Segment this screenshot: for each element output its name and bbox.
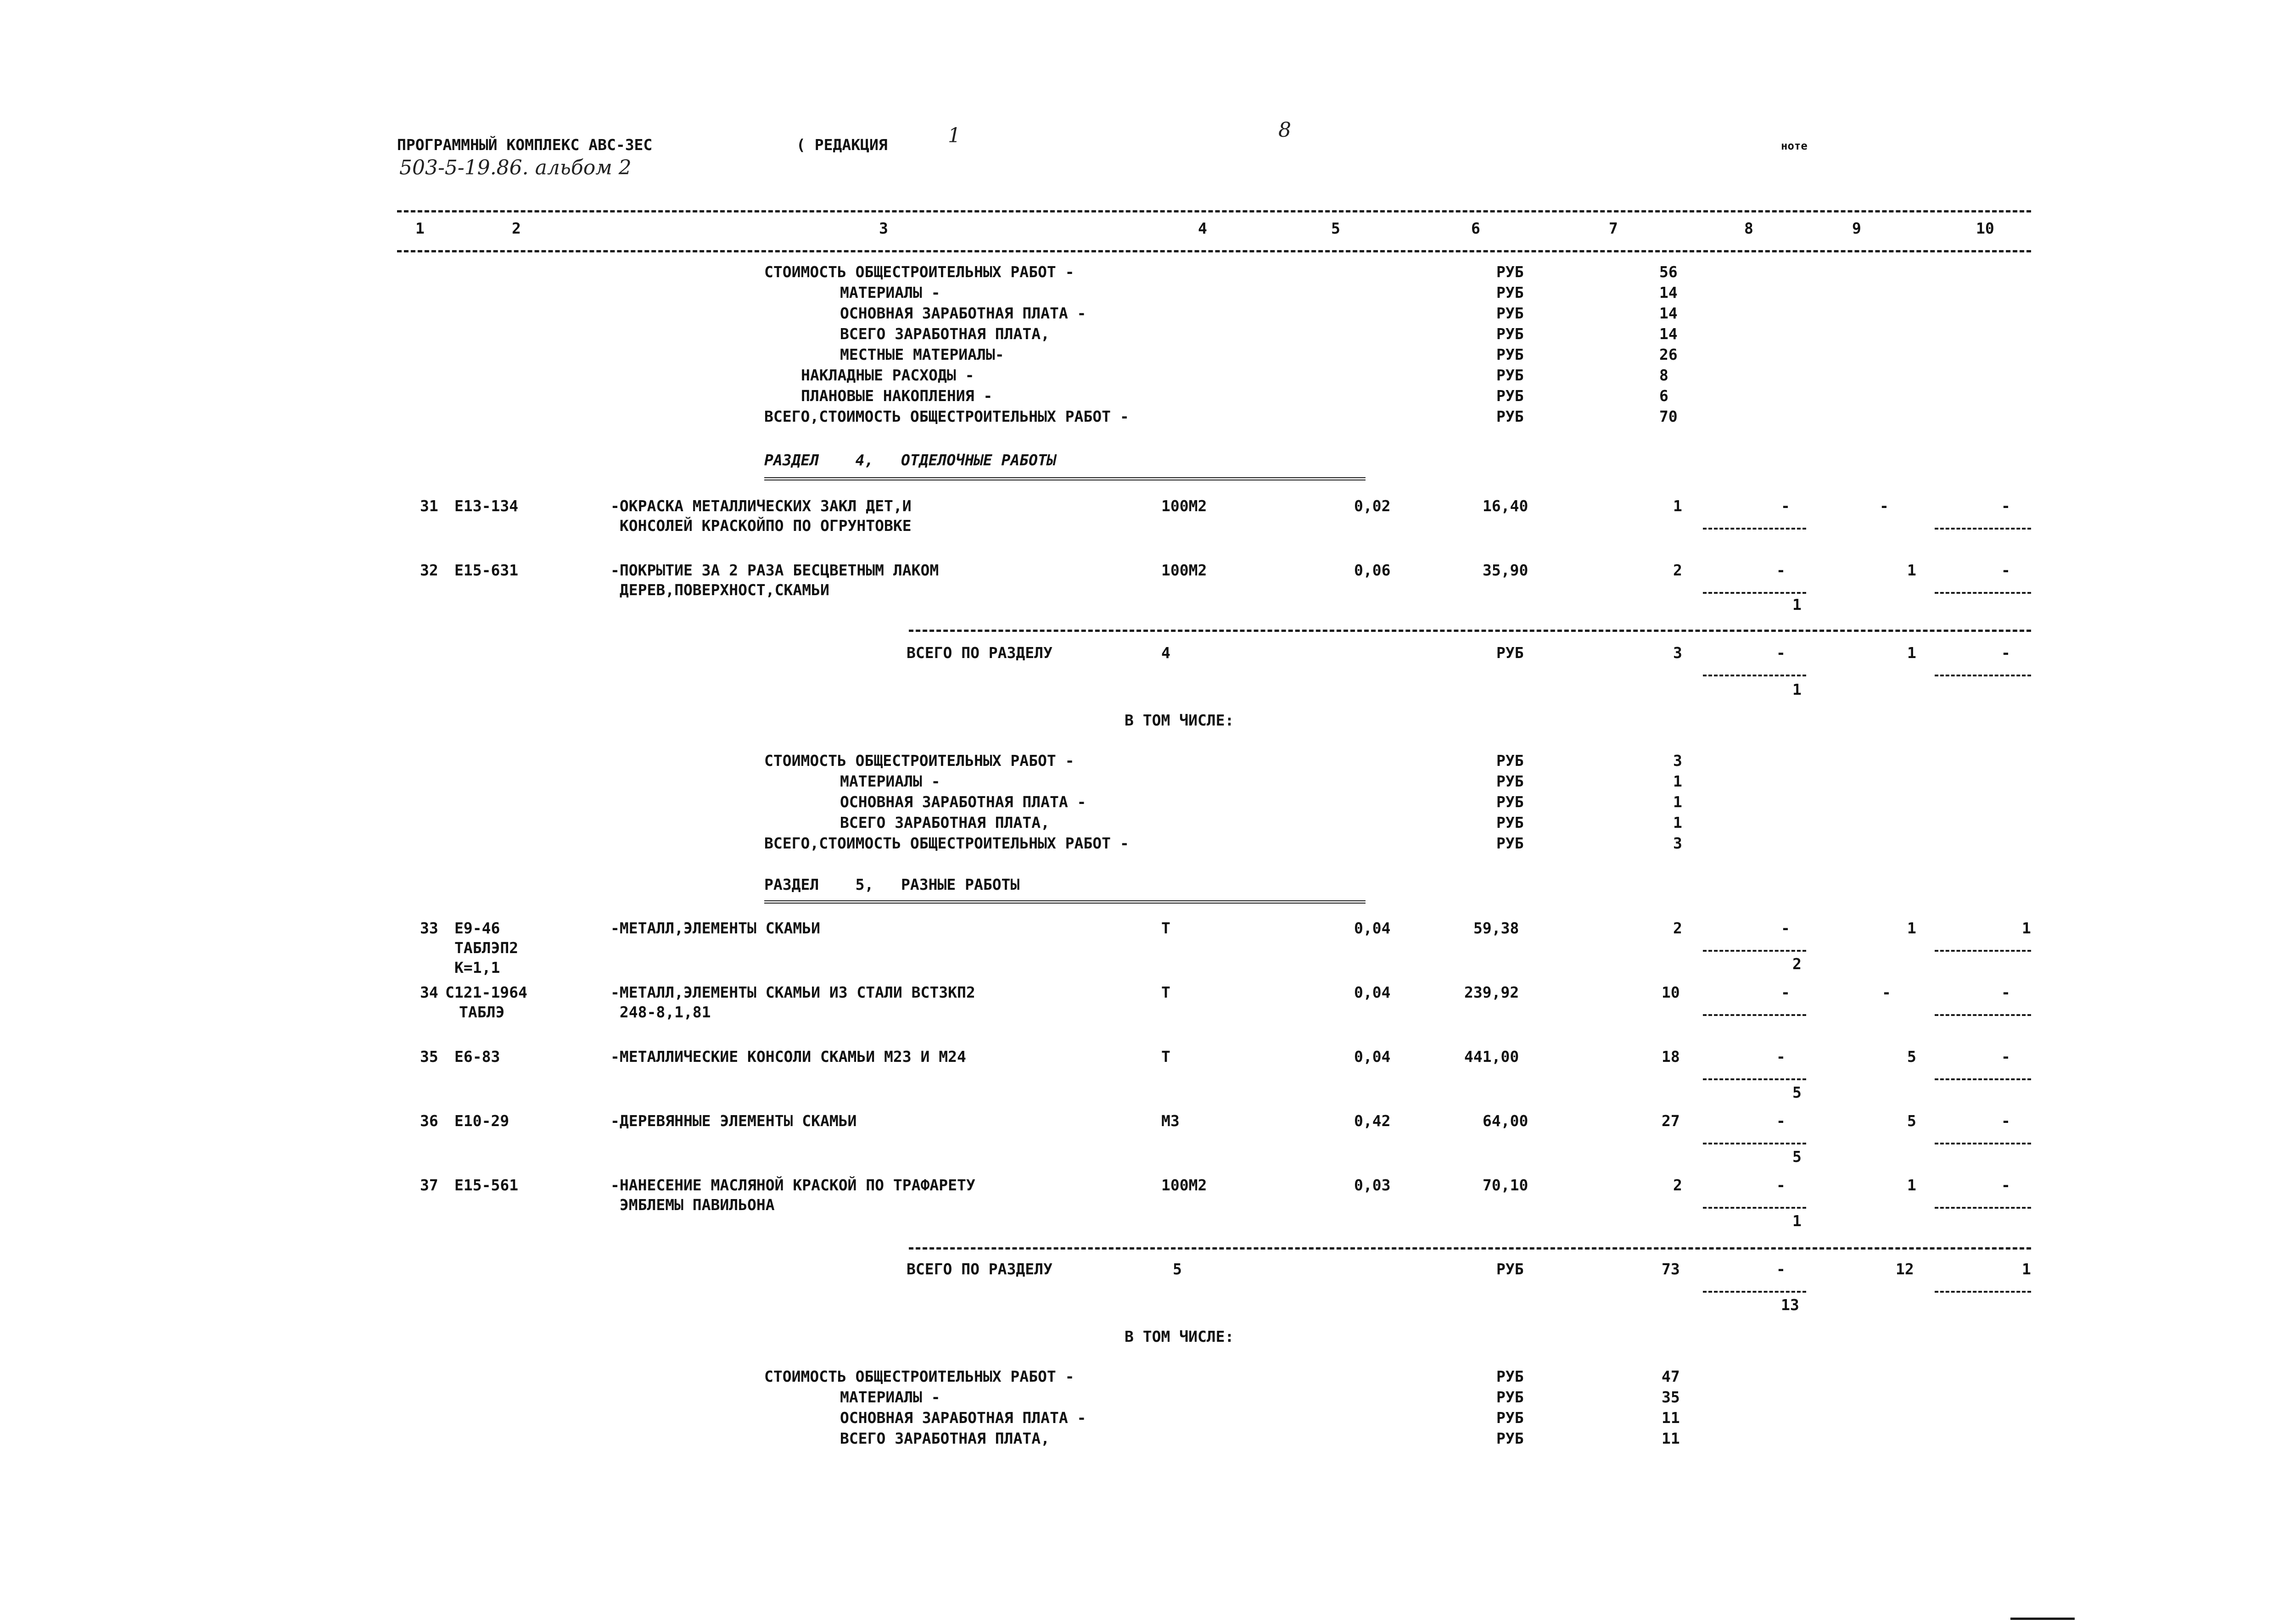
col10-rule xyxy=(1935,1014,2031,1016)
row-col8-sub: 5 xyxy=(1792,1083,1802,1101)
breakdown-unit: РУБ xyxy=(1496,1367,1524,1385)
row-col10: - xyxy=(2001,497,2010,515)
row-col8: - xyxy=(1776,1176,1786,1194)
breakdown-unit: РУБ xyxy=(1496,1409,1524,1427)
col8-rule xyxy=(1703,950,1806,952)
row-code: Е6-83 xyxy=(454,1048,500,1066)
summary-unit: РУБ xyxy=(1496,407,1524,425)
section-total-col8: - xyxy=(1776,1260,1786,1278)
col-4: 4 xyxy=(1198,219,1207,237)
row-code: Е9-46 xyxy=(454,919,500,937)
row-total: 10 xyxy=(1662,983,1680,1001)
col-10: 10 xyxy=(1976,219,1994,237)
breakdown-value: 11 xyxy=(1662,1429,1680,1447)
col10-rule xyxy=(1935,1078,2031,1080)
breakdown-unit: РУБ xyxy=(1496,834,1524,852)
row-number: 31 xyxy=(420,497,438,515)
row-col9: - xyxy=(1882,983,1891,1001)
row-total: 1 xyxy=(1673,497,1682,515)
row-code: Е13-134 xyxy=(454,497,519,515)
including-heading: В ТОМ ЧИСЛЕ: xyxy=(1125,711,1234,729)
section-total-unit: РУБ xyxy=(1496,1260,1524,1278)
breakdown-unit: РУБ xyxy=(1496,1388,1524,1406)
section-total-col8-sub: 13 xyxy=(1781,1296,1799,1314)
row-price: 59,38 xyxy=(1473,919,1519,937)
summary-value: 8 xyxy=(1659,366,1668,384)
row-quantity: 0,04 xyxy=(1354,983,1391,1001)
row-price: 35,90 xyxy=(1483,561,1528,579)
section-total-col9: 12 xyxy=(1896,1260,1914,1278)
summary-label: ПЛАНОВЫЕ НАКОПЛЕНИЯ - xyxy=(801,387,993,405)
summary-unit: РУБ xyxy=(1496,346,1524,363)
col10-rule xyxy=(1935,1291,2031,1293)
header-rule-top xyxy=(397,210,2031,212)
row-col10: - xyxy=(2001,1048,2010,1066)
col10-rule xyxy=(1935,1207,2031,1209)
breakdown-value: 47 xyxy=(1662,1367,1680,1385)
row-col8-sub: 1 xyxy=(1792,596,1802,614)
row-col8: - xyxy=(1776,1048,1786,1066)
col8-rule xyxy=(1703,675,1806,676)
row-total: 2 xyxy=(1673,1176,1682,1194)
summary-value: 56 xyxy=(1659,263,1678,281)
page-number: 8 xyxy=(1278,118,1291,142)
row-description-cont: КОНСОЛЕЙ КРАСКОЙПО ПО ОГРУНТОВКЕ xyxy=(610,517,912,535)
row-number: 35 xyxy=(420,1048,438,1066)
breakdown-value: 3 xyxy=(1673,834,1682,852)
row-col10: 1 xyxy=(2022,919,2031,937)
section-title-underline xyxy=(764,900,1366,904)
col8-rule xyxy=(1703,592,1806,594)
row-price: 441,00 xyxy=(1464,1048,1519,1066)
col-7: 7 xyxy=(1609,219,1618,237)
top-right-mark: ноте xyxy=(1781,140,1808,152)
section-total-col10: 1 xyxy=(2022,1260,2031,1278)
row-unit: Т xyxy=(1161,1048,1170,1066)
summary-value: 26 xyxy=(1659,346,1678,363)
section-total-label: ВСЕГО ПО РАЗДЕЛУ xyxy=(907,644,1052,662)
breakdown-unit: РУБ xyxy=(1496,1429,1524,1447)
section-total-col9: 1 xyxy=(1907,644,1916,662)
row-col9: 1 xyxy=(1907,1176,1916,1194)
row-col9: 1 xyxy=(1907,561,1916,579)
row-description-cont: ЭМБЛЕМЫ ПАВИЛЬОНА xyxy=(610,1196,775,1214)
summary-label: СТОИМОСТЬ ОБЩЕСТРОИТЕЛЬНЫХ РАБОТ - xyxy=(764,263,1075,281)
section-title: РАЗДЕЛ 4, ОТДЕЛОЧНЫЕ РАБОТЫ xyxy=(764,451,1056,469)
row-unit: Т xyxy=(1161,983,1170,1001)
row-col10: - xyxy=(2001,1176,2010,1194)
col8-rule xyxy=(1703,1291,1806,1293)
summary-value: 6 xyxy=(1659,387,1668,405)
col10-rule xyxy=(1935,950,2031,952)
row-description: -НАНЕСЕНИЕ МАСЛЯНОЙ КРАСКОЙ ПО ТРАФАРЕТУ xyxy=(610,1176,975,1194)
section-total-num: 4 xyxy=(1161,644,1170,662)
row-number: 36 xyxy=(420,1112,438,1130)
row-description: -ДЕРЕВЯННЫЕ ЭЛЕМЕНТЫ СКАМЬИ xyxy=(610,1112,857,1130)
breakdown-label: ОСНОВНАЯ ЗАРАБОТНАЯ ПЛАТА - xyxy=(840,793,1086,811)
album-label: 503-5-19.86. альбом 2 xyxy=(399,156,632,179)
col-5: 5 xyxy=(1331,219,1340,237)
summary-label: НАКЛАДНЫЕ РАСХОДЫ - xyxy=(801,366,974,384)
section-total-rule xyxy=(909,630,2031,632)
summary-label: ВСЕГО,СТОИМОСТЬ ОБЩЕСТРОИТЕЛЬНЫХ РАБОТ - xyxy=(764,407,1129,425)
row-col8-sub: 5 xyxy=(1792,1148,1802,1166)
col10-rule xyxy=(1935,675,2031,676)
summary-unit: РУБ xyxy=(1496,366,1524,384)
row-code: Е15-631 xyxy=(454,561,519,579)
col-1: 1 xyxy=(415,219,425,237)
row-number: 37 xyxy=(420,1176,438,1194)
section-total-col10: - xyxy=(2001,644,2010,662)
edition-label: ( РЕДАКЦИЯ xyxy=(796,136,888,154)
row-code: С121-1964 xyxy=(445,983,527,1001)
row-description: -МЕТАЛЛ,ЭЛЕМЕНТЫ СКАМЬИ ИЗ СТАЛИ ВСТ3КП2 xyxy=(610,983,975,1001)
row-col9: - xyxy=(1880,497,1889,515)
row-price: 64,00 xyxy=(1483,1112,1528,1130)
breakdown-unit: РУБ xyxy=(1496,793,1524,811)
summary-unit: РУБ xyxy=(1496,284,1524,301)
row-code-table: ТАБЛЭП2 xyxy=(454,939,519,957)
summary-unit: РУБ xyxy=(1496,263,1524,281)
including-heading: В ТОМ ЧИСЛЕ: xyxy=(1125,1328,1234,1345)
summary-unit: РУБ xyxy=(1496,304,1524,322)
row-col8: - xyxy=(1781,983,1790,1001)
edition-number: 1 xyxy=(948,124,961,147)
col8-rule xyxy=(1703,1207,1806,1209)
column-header-row xyxy=(397,220,2031,239)
section-title: РАЗДЕЛ 5, РАЗНЫЕ РАБОТЫ xyxy=(764,876,1020,893)
section-total-col8: - xyxy=(1776,644,1786,662)
row-quantity: 0,04 xyxy=(1354,1048,1391,1066)
col8-rule xyxy=(1703,1143,1806,1144)
row-total: 2 xyxy=(1673,561,1682,579)
row-unit: 100М2 xyxy=(1161,561,1207,579)
col-9: 9 xyxy=(1852,219,1861,237)
row-quantity: 0,06 xyxy=(1354,561,1391,579)
summary-value: 14 xyxy=(1659,284,1678,301)
row-col8-sub: 2 xyxy=(1792,955,1802,973)
row-quantity: 0,04 xyxy=(1354,919,1391,937)
row-code: Е15-561 xyxy=(454,1176,519,1194)
breakdown-label: ВСЕГО ЗАРАБОТНАЯ ПЛАТА, xyxy=(840,814,1050,832)
row-col10: - xyxy=(2001,1112,2010,1130)
row-col8: - xyxy=(1776,561,1786,579)
row-price: 70,10 xyxy=(1483,1176,1528,1194)
row-col9: 5 xyxy=(1907,1048,1916,1066)
row-quantity: 0,03 xyxy=(1354,1176,1391,1194)
header-rule-bottom xyxy=(397,250,2031,252)
row-unit: Т xyxy=(1161,919,1170,937)
summary-value: 14 xyxy=(1659,325,1678,343)
breakdown-label: СТОИМОСТЬ ОБЩЕСТРОИТЕЛЬНЫХ РАБОТ - xyxy=(764,752,1075,770)
breakdown-label: МАТЕРИАЛЫ - xyxy=(840,772,940,790)
section-total-num: 5 xyxy=(1173,1260,1182,1278)
breakdown-value: 1 xyxy=(1673,793,1682,811)
row-code-table: ТАБЛЭ xyxy=(459,1003,505,1021)
breakdown-value: 35 xyxy=(1662,1388,1680,1406)
row-quantity: 0,42 xyxy=(1354,1112,1391,1130)
section-total-value: 3 xyxy=(1673,644,1682,662)
breakdown-label: ВСЕГО,СТОИМОСТЬ ОБЩЕСТРОИТЕЛЬНЫХ РАБОТ - xyxy=(764,834,1129,852)
col-3: 3 xyxy=(879,219,888,237)
row-description: -МЕТАЛЛ,ЭЛЕМЕНТЫ СКАМЬИ xyxy=(610,919,820,937)
row-total: 18 xyxy=(1662,1048,1680,1066)
section-total-unit: РУБ xyxy=(1496,644,1524,662)
row-number: 34 xyxy=(420,983,438,1001)
summary-value: 14 xyxy=(1659,304,1678,322)
summary-value: 70 xyxy=(1659,407,1678,425)
col-2: 2 xyxy=(512,219,521,237)
row-number: 32 xyxy=(420,561,438,579)
col8-rule xyxy=(1703,1078,1806,1080)
col10-rule xyxy=(1935,528,2031,530)
col-8: 8 xyxy=(1744,219,1753,237)
row-description: -МЕТАЛЛИЧЕСКИЕ КОНСОЛИ СКАМЬИ М23 И М24 xyxy=(610,1048,966,1066)
row-col9: 5 xyxy=(1907,1112,1916,1130)
row-col9: 1 xyxy=(1907,919,1916,937)
col8-rule xyxy=(1703,1014,1806,1016)
breakdown-unit: РУБ xyxy=(1496,814,1524,832)
row-unit: М3 xyxy=(1161,1112,1180,1130)
col-6: 6 xyxy=(1471,219,1480,237)
summary-label: ВСЕГО ЗАРАБОТНАЯ ПЛАТА, xyxy=(840,325,1050,343)
row-col10: - xyxy=(2001,561,2010,579)
summary-label: МЕСТНЫЕ МАТЕРИАЛЫ- xyxy=(840,346,1004,363)
summary-label: ОСНОВНАЯ ЗАРАБОТНАЯ ПЛАТА - xyxy=(840,304,1086,322)
row-col8: - xyxy=(1776,1112,1786,1130)
breakdown-value: 1 xyxy=(1673,814,1682,832)
section-total-col8-sub: 1 xyxy=(1792,681,1802,698)
program-name: ПРОГРАММНЫЙ КОМПЛЕКС АВС-ЗЕС xyxy=(397,136,653,154)
row-quantity: 0,02 xyxy=(1354,497,1391,515)
row-description: -ОКРАСКА МЕТАЛЛИЧЕСКИХ ЗАКЛ ДЕТ,И xyxy=(610,497,912,515)
col10-rule xyxy=(1935,1143,2031,1144)
breakdown-value: 11 xyxy=(1662,1409,1680,1427)
breakdown-label: МАТЕРИАЛЫ - xyxy=(840,1388,940,1406)
row-code: Е10-29 xyxy=(454,1112,509,1130)
row-col8-sub: 1 xyxy=(1792,1212,1802,1230)
section-total-value: 73 xyxy=(1662,1260,1680,1278)
row-description-cont: ДЕРЕВ,ПОВЕРХНОСТ,СКАМЬИ xyxy=(610,581,829,599)
col8-rule xyxy=(1703,528,1806,530)
breakdown-label: ОСНОВНАЯ ЗАРАБОТНАЯ ПЛАТА - xyxy=(840,1409,1086,1427)
row-col8: - xyxy=(1781,497,1790,515)
breakdown-label: ВСЕГО ЗАРАБОТНАЯ ПЛАТА, xyxy=(840,1429,1050,1447)
row-number: 33 xyxy=(420,919,438,937)
section-title-underline xyxy=(764,477,1366,480)
section-total-label: ВСЕГО ПО РАЗДЕЛУ xyxy=(907,1260,1052,1278)
scan-mark xyxy=(2010,1618,2075,1620)
summary-unit: РУБ xyxy=(1496,325,1524,343)
summary-label: МАТЕРИАЛЫ - xyxy=(840,284,940,301)
row-description: -ПОКРЫТИЕ ЗА 2 РАЗА БЕСЦВЕТНЫМ ЛАКОМ xyxy=(610,561,939,579)
row-description-cont: 248-8,1,81 xyxy=(610,1003,711,1021)
breakdown-value: 3 xyxy=(1673,752,1682,770)
row-unit: 100М2 xyxy=(1161,1176,1207,1194)
row-unit: 100М2 xyxy=(1161,497,1207,515)
row-price: 16,40 xyxy=(1483,497,1528,515)
row-col8: - xyxy=(1781,919,1790,937)
breakdown-unit: РУБ xyxy=(1496,752,1524,770)
row-total: 27 xyxy=(1662,1112,1680,1130)
breakdown-unit: РУБ xyxy=(1496,772,1524,790)
breakdown-label: СТОИМОСТЬ ОБЩЕСТРОИТЕЛЬНЫХ РАБОТ - xyxy=(764,1367,1075,1385)
row-price: 239,92 xyxy=(1464,983,1519,1001)
breakdown-value: 1 xyxy=(1673,772,1682,790)
summary-unit: РУБ xyxy=(1496,387,1524,405)
row-total: 2 xyxy=(1673,919,1682,937)
row-code-coef: К=1,1 xyxy=(454,959,500,977)
section-total-rule xyxy=(909,1247,2031,1250)
col10-rule xyxy=(1935,592,2031,594)
row-col10: - xyxy=(2001,983,2010,1001)
